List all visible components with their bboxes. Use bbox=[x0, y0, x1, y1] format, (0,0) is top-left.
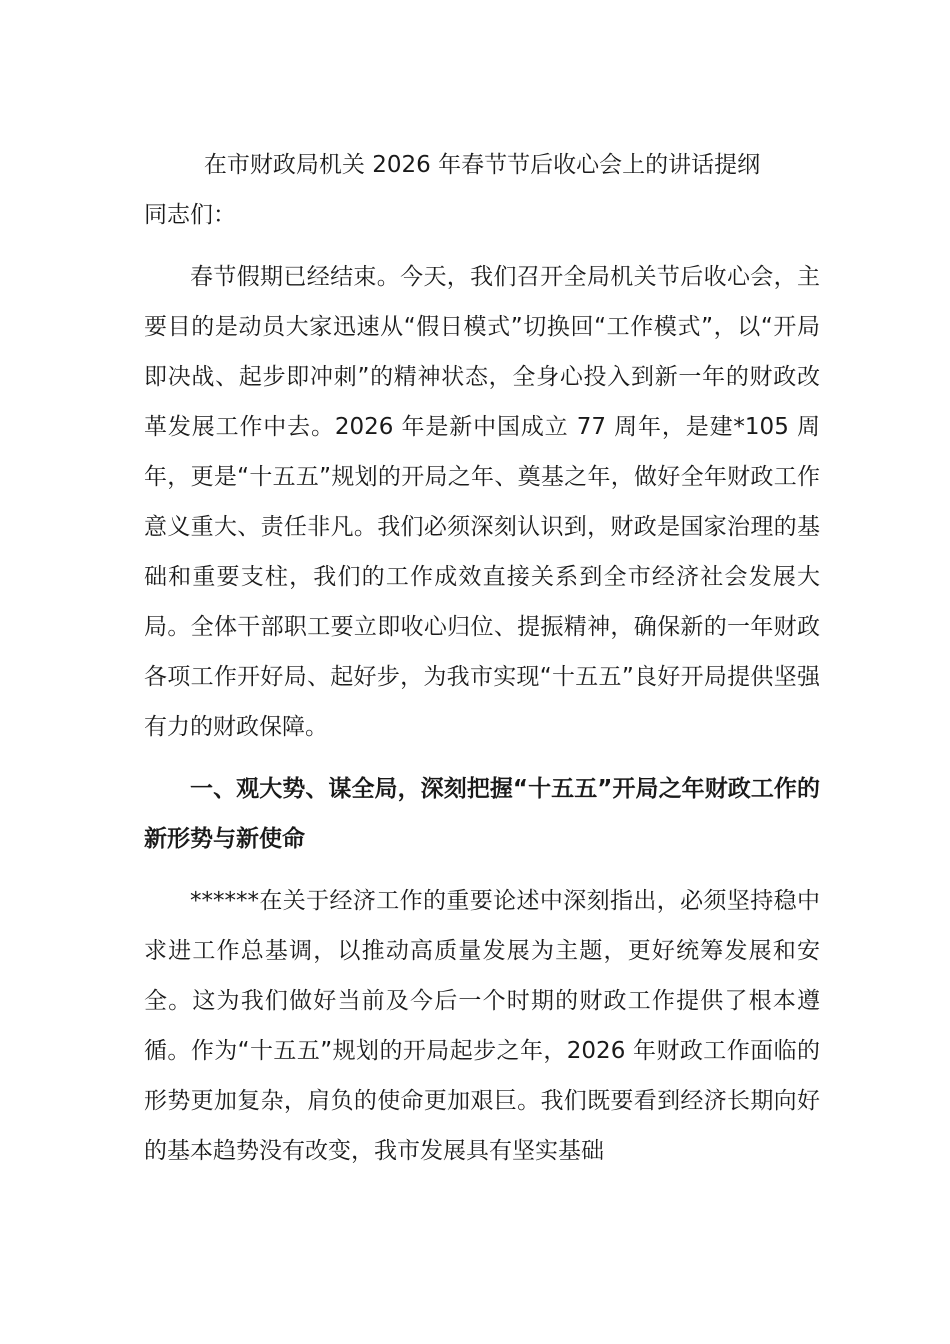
paragraph-gap bbox=[144, 864, 820, 876]
paragraph-gap bbox=[144, 752, 820, 764]
paragraph-section-1: ******在关于经济工作的重要论述中深刻指出，必须坚持稳中求进工作总基调，以推动高质量发展为主题，更好统筹发展和安全。这为我们做好当前及今后一个时期的财政工作提供了根本遵循。作为“十五五”规划的开局起步之年，2026 年财政工作面临的形势更加复杂，肩负的使命更加艰巨。我们既要看到经济长期向好的基本趋势没有改变，我市发展具有坚实基础 bbox=[144, 888, 820, 1164]
section-heading-1: 一、观大势、谋全局，深刻把握“十五五”开局之年财政工作的新形势与新使命 bbox=[144, 776, 820, 852]
document-title: 在市财政局机关 2026 年春节节后收心会上的讲话提纲 bbox=[203, 152, 761, 178]
paragraph-gap bbox=[144, 240, 820, 252]
paragraph-intro: 春节假期已经结束。今天，我们召开全局机关节后收心会，主要目的是动员大家迅速从“假日模式”切换回“工作模式”，以“开局即决战、起步即冲刺”的精神状态，全身心投入到新一年的财政改革发展工作中去。2026 年是新中国成立 77 周年，是建*105 周年，更是“十五五”规划的开局之年、奠基之年，做好全年财政工作意义重大、责任非凡。我们必须深刻认识到，财政是国家治理的基础和重要支柱，我们的工作成效直接关系到全市经济社会发展大局。全体干部职工要立即收心归位、提振精神，确保新的一年财政各项工作开好局、起好步，为我市实现“十五五”良好开局提供坚强有力的财政保障。 bbox=[144, 264, 820, 740]
document-body bbox=[144, 140, 820, 1176]
salutation: 同志们： bbox=[144, 202, 236, 228]
